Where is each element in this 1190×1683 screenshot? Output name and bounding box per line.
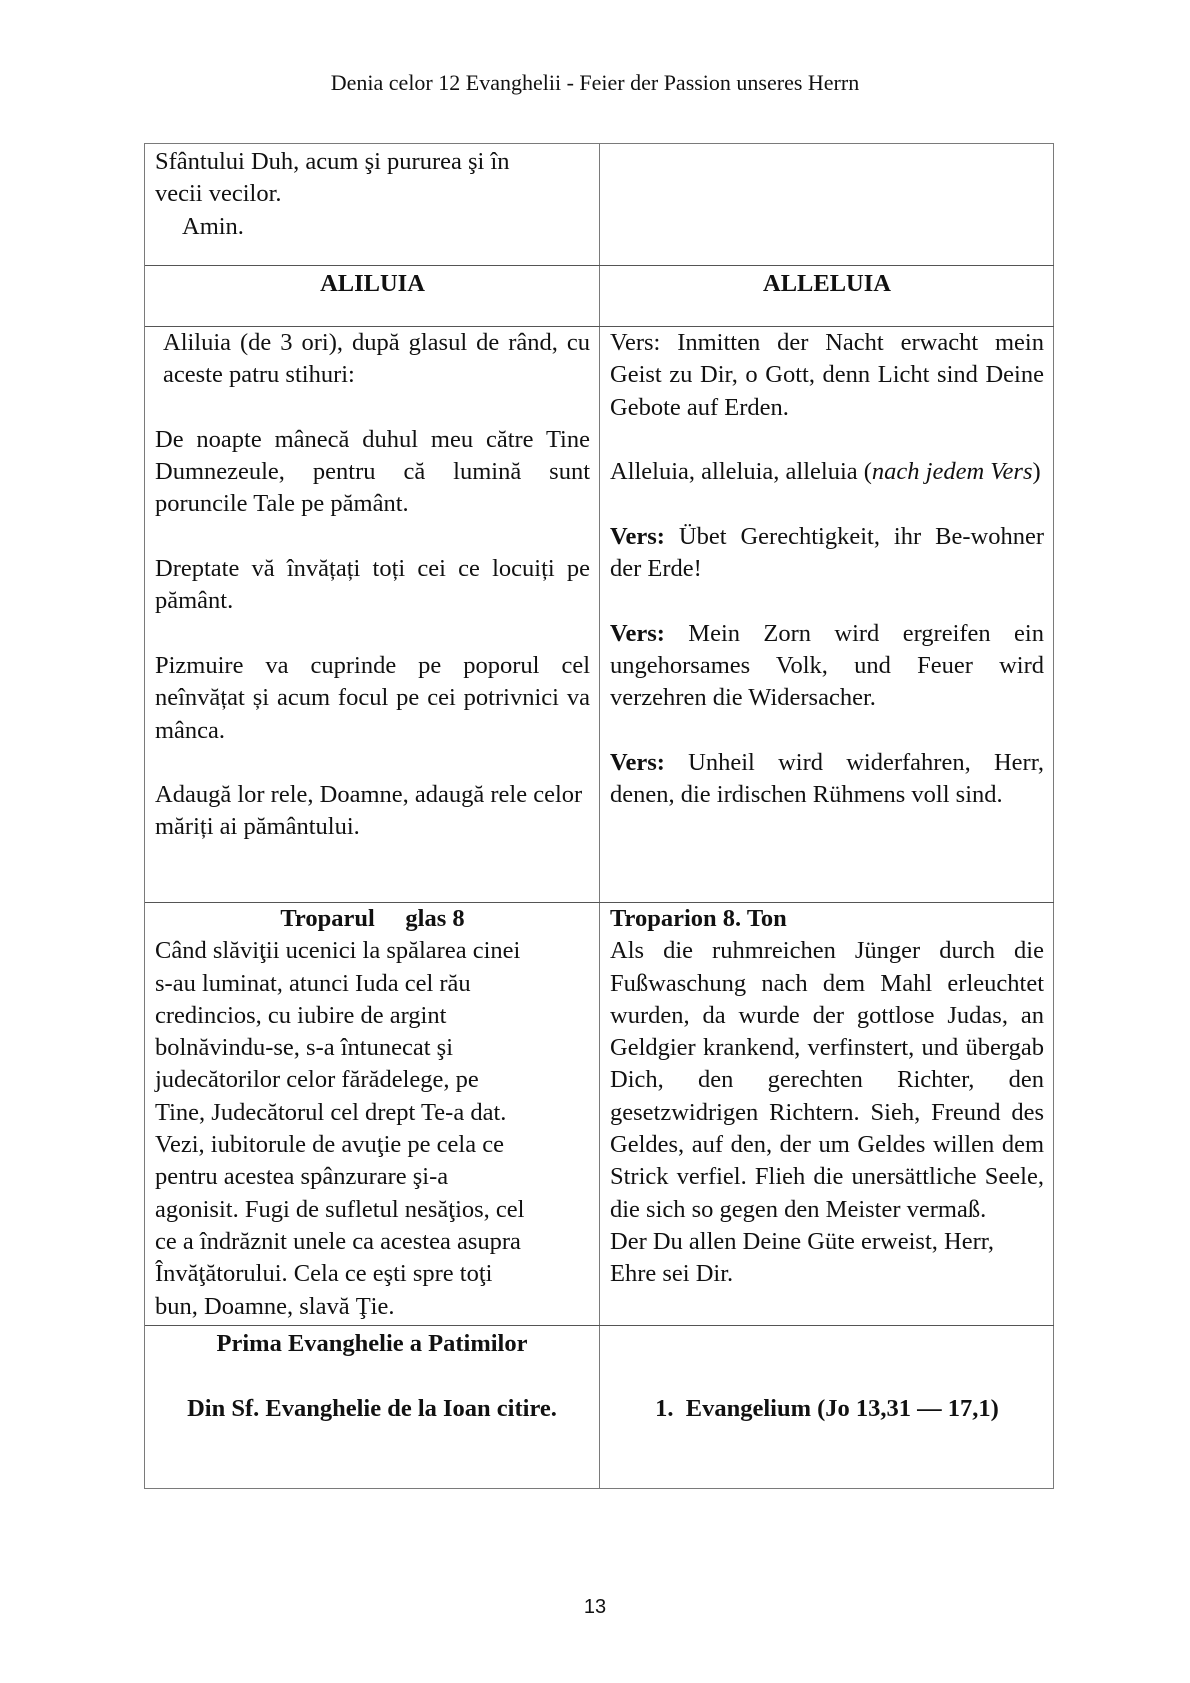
- text-line: s-au luminat, atunci Iuda cel rău: [155, 969, 471, 997]
- bilingual-table: [144, 143, 1054, 1489]
- text-line: Vezi, iubitorule de avuţie pe cela ce: [155, 1131, 504, 1159]
- verse-text: Unheil wird widerfahren, Herr, denen, die irdischen Rühmens voll sind.: [610, 748, 1044, 809]
- gospel-heading-de: 1. Evangelium (Jo 13,31 — 17,1): [655, 1394, 999, 1422]
- verse-paragraph: Adaugă lor rele, Doamne, adaugă rele celor măriți ai pământului.: [155, 781, 583, 841]
- verse-text: Mein Zorn wird ergreifen ein ungehorsames Volk, und Feuer wird verzehren die Widersacher.: [610, 619, 1044, 712]
- verse-paragraph: Vers: Inmitten der Nacht erwacht mein Geist zu Dir, o Gott, denn Licht sind Deine Gebote auf Erden.: [610, 329, 1044, 421]
- gospel-heading-ro: Prima Evanghelie a Patimilor: [216, 1330, 528, 1357]
- text-line: bolnăvindu-se, s-a întunecat şi: [155, 1034, 454, 1062]
- text-line: ce a îndrăznit unele ca acestea asupra: [155, 1227, 521, 1255]
- cell-romanian: [145, 327, 600, 902]
- verse-label: Vers:: [610, 748, 665, 776]
- amen-line: Amin.: [182, 212, 244, 240]
- table-row-gospel: [145, 1325, 1054, 1489]
- refrain-text: Alleluia, alleluia, alleluia (: [610, 458, 872, 486]
- refrain-paragraph: [610, 456, 1044, 488]
- running-header: Denia celor 12 Evanghelii - Feier der Passion unseres Herrn: [330, 70, 860, 95]
- cell-german: [600, 1326, 1054, 1488]
- verse-label: Vers:: [610, 619, 665, 647]
- verse-paragraph: De noapte mânecă duhul meu către Tine Dumnezeule, pentru că lumină sunt poruncile Tale pe pământ.: [155, 425, 590, 518]
- troparion-heading-ro: Troparul glas 8: [280, 905, 465, 932]
- text-line: vecii vecilor.: [155, 180, 282, 208]
- text-line: Sfântului Duh, acum şi pururea şi în: [155, 148, 510, 175]
- text-line: Der Du allen Deine Güte erweist, Herr,: [610, 1227, 995, 1255]
- table-row-alleluia-verses: [145, 326, 1054, 902]
- troparion-heading-de: Troparion 8. Ton: [610, 905, 787, 932]
- cell-german: [600, 144, 1054, 265]
- verse-label: Vers:: [610, 522, 665, 550]
- cell-romanian: [145, 1326, 600, 1488]
- text-line: bun, Doamne, slavă Ţie.: [155, 1292, 395, 1320]
- text-line: pentru acestea spânzurare şi-a: [155, 1163, 449, 1191]
- intro-paragraph: Aliluia (de 3 ori), după glasul de rând, cu aceste patru stihuri:: [163, 329, 590, 389]
- text-line: judecătorilor celor fărădelege, pe: [155, 1066, 479, 1094]
- cell-romanian: [145, 144, 600, 265]
- section-heading-ro: ALILUIA: [145, 266, 600, 326]
- table-row-troparion: [145, 902, 1054, 1325]
- troparion-text: Als die ruhmreichen Jünger durch die Fußwaschung nach dem Mahl erleuchtet wurden, da wurde der gottlose Judas, an Geldgier krankend, verfinstert, und übergab Dich, den gerechten Richter, den gesetzwidrigen Richtern. Sieh, Freund des Geldes, auf den, der um Geldes willen dem Strick verfiel. Flieh die unersättliche Seele, die sich so gegen den Meister vermaß.: [610, 937, 1044, 1223]
- verse-paragraph: Dreptate vă învățați toți cei ce locuiți pe pământ.: [155, 555, 590, 615]
- gospel-subheading-ro: Din Sf. Evanghelie de la Ioan citire.: [187, 1394, 557, 1422]
- text-line: Ehre sei Dir.: [610, 1260, 734, 1288]
- text-line: Când slăviţii ucenici la spălarea cinei: [155, 937, 521, 965]
- cell-german: [600, 327, 1054, 902]
- text-line: Tine, Judecătorul cel drept Te-a dat.: [155, 1098, 507, 1126]
- refrain-close: ): [1032, 458, 1041, 486]
- cell-romanian: [145, 903, 600, 1325]
- section-heading-de: ALLELUIA: [600, 266, 1054, 326]
- cell-german: [600, 903, 1054, 1325]
- text-line: Învăţătorului. Cela ce eşti spre toţi: [155, 1260, 493, 1288]
- page-number: 13: [583, 1596, 607, 1618]
- table-row-doxology: [145, 143, 1054, 265]
- verse-paragraph: Pizmuire va cuprinde pe poporul cel neînvățat și acum focul pe cei potrivnici va mânca.: [155, 651, 590, 744]
- verse-text: Übet Gerechtigkeit, ihr Be-wohner der Erde!: [610, 522, 1044, 583]
- table-row-alleluia-heading: [145, 265, 1054, 326]
- verse-paragraph: [610, 521, 1044, 586]
- verse-paragraph: [610, 747, 1044, 812]
- text-line: agonisit. Fugi de sufletul nesăţios, cel: [155, 1195, 525, 1223]
- verse-paragraph: [610, 618, 1044, 715]
- text-line: credincios, cu iubire de argint: [155, 1001, 447, 1029]
- refrain-note: nach jedem Vers: [871, 458, 1033, 486]
